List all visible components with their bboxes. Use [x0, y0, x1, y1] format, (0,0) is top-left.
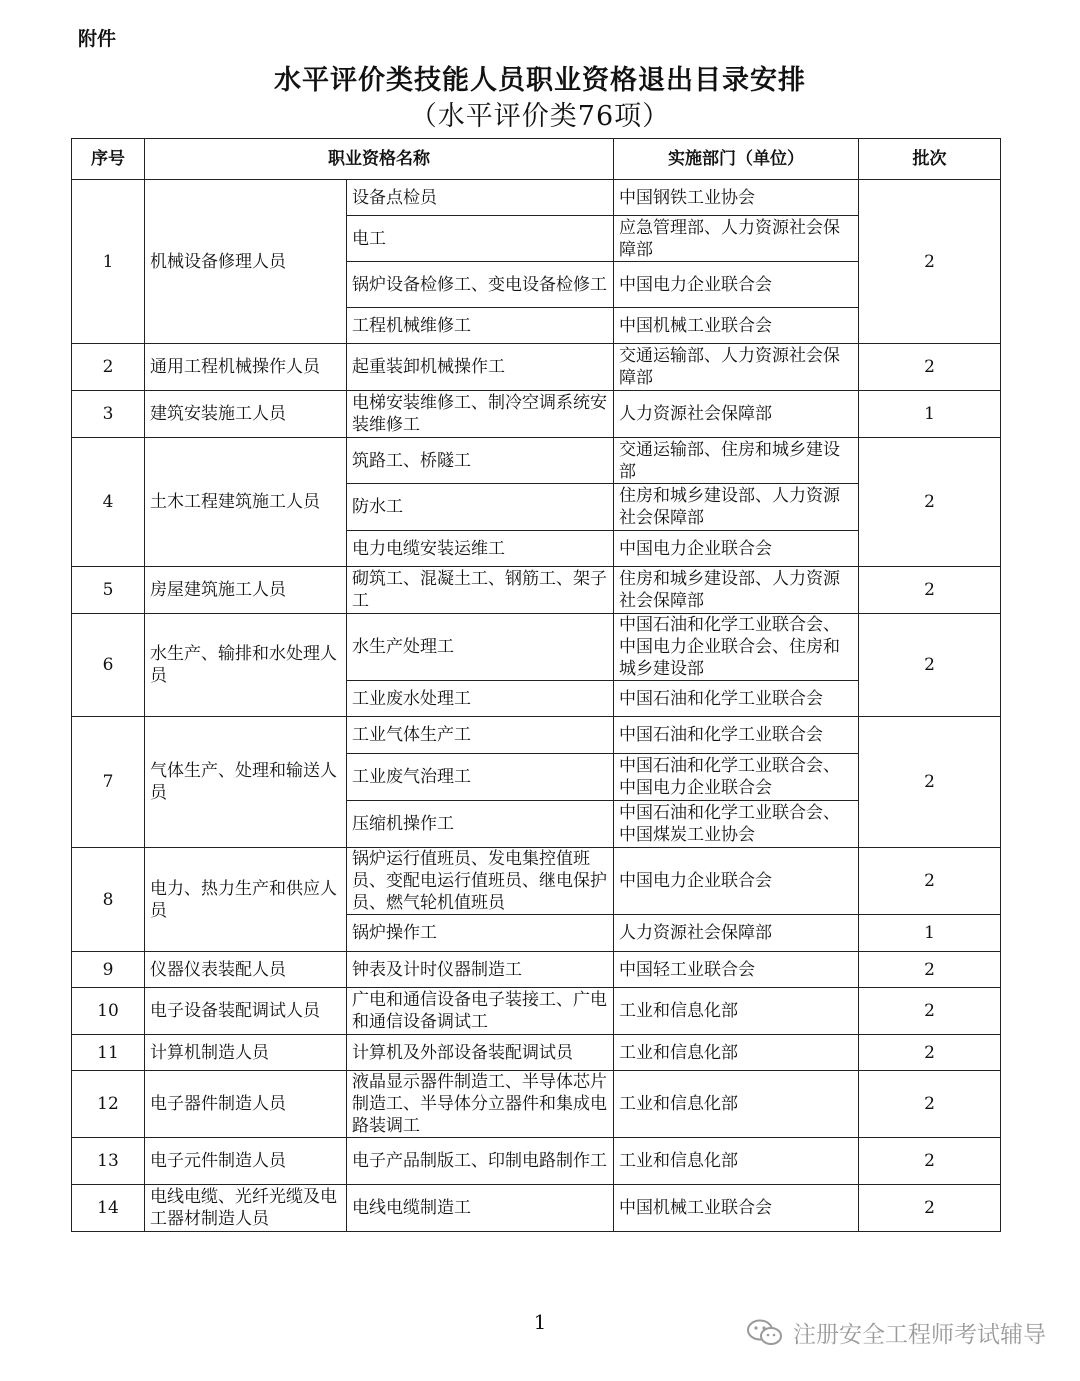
- qualification-name: 电线电缆制造工: [347, 1185, 614, 1232]
- table-row: [72, 180, 1001, 216]
- batch-number: 2: [859, 180, 1001, 344]
- annex-label: 附件: [78, 28, 117, 50]
- table-row: [72, 567, 1001, 614]
- implementing-department: 住房和城乡建设部、人力资源社会保障部: [614, 484, 859, 531]
- qualification-name: 锅炉操作工: [347, 915, 614, 952]
- occupation-category: 机械设备修理人员: [145, 180, 347, 344]
- occupation-category: 电线电缆、光纤光缆及电工器材制造人员: [145, 1185, 347, 1232]
- row-number: 3: [72, 391, 145, 438]
- implementing-department: 中国钢铁工业协会: [614, 180, 859, 216]
- batch-number: 2: [859, 717, 1001, 848]
- implementing-department: 工业和信息化部: [614, 988, 859, 1035]
- occupation-category: 电力、热力生产和供应人员: [145, 848, 347, 952]
- batch-number: 2: [859, 438, 1001, 567]
- occupation-category: 电子元件制造人员: [145, 1138, 347, 1185]
- implementing-department: 交通运输部、住房和城乡建设部: [614, 438, 859, 484]
- occupation-category: 电子器件制造人员: [145, 1071, 347, 1138]
- header-no: 序号: [72, 139, 145, 180]
- implementing-department: 中国电力企业联合会: [614, 531, 859, 567]
- implementing-department: 中国电力企业联合会: [614, 848, 859, 915]
- implementing-department: 中国机械工业联合会: [614, 1185, 859, 1232]
- implementing-department: 中国石油和化学工业联合会、中国电力企业联合会: [614, 754, 859, 801]
- document-title: 水平评价类技能人员职业资格退出目录安排: [274, 65, 806, 96]
- page-number: 1: [533, 1310, 547, 1334]
- row-number: 2: [72, 344, 145, 391]
- occupation-category: 计算机制造人员: [145, 1035, 347, 1071]
- occupation-category: 电子设备装配调试人员: [145, 988, 347, 1035]
- watermark: [745, 1316, 1046, 1349]
- header-name: 职业资格名称: [145, 139, 614, 180]
- qualification-name: 电力电缆安装运维工: [347, 531, 614, 567]
- table-row: [72, 1071, 1001, 1138]
- implementing-department: 应急管理部、人力资源社会保障部: [614, 216, 859, 262]
- table-body: [72, 180, 1001, 1232]
- qualification-name: 计算机及外部设备装配调试员: [347, 1035, 614, 1071]
- row-number: 1: [72, 180, 145, 344]
- row-number: 13: [72, 1138, 145, 1185]
- qualification-name: 压缩机操作工: [347, 801, 614, 848]
- row-number: 11: [72, 1035, 145, 1071]
- qualification-name: 工业废水处理工: [347, 681, 614, 717]
- table-row: [72, 614, 1001, 681]
- batch-number: 2: [859, 614, 1001, 717]
- qualification-name: 锅炉运行值班员、发电集控值班员、变配电运行值班员、继电保护员、燃气轮机值班员: [347, 848, 614, 915]
- row-number: 10: [72, 988, 145, 1035]
- table-row: [72, 1185, 1001, 1232]
- occupation-category: 土木工程建筑施工人员: [145, 438, 347, 567]
- batch-number: 2: [859, 344, 1001, 391]
- implementing-department: 住房和城乡建设部、人力资源社会保障部: [614, 567, 859, 614]
- row-number: 8: [72, 848, 145, 952]
- qualification-name: 水生产处理工: [347, 614, 614, 681]
- implementing-department: 工业和信息化部: [614, 1138, 859, 1185]
- batch-number: 1: [859, 915, 1001, 952]
- implementing-department: 工业和信息化部: [614, 1071, 859, 1138]
- table-row: [72, 952, 1001, 988]
- qualification-name: 液晶显示器件制造工、半导体芯片制造工、半导体分立器件和集成电路装调工: [347, 1071, 614, 1138]
- batch-number: 2: [859, 1185, 1001, 1232]
- wechat-icon: [745, 1318, 785, 1348]
- batch-number: 2: [859, 1138, 1001, 1185]
- table-row: [72, 988, 1001, 1035]
- implementing-department: 人力资源社会保障部: [614, 391, 859, 438]
- qualification-name: 广电和通信设备电子装接工、广电和通信设备调试工: [347, 988, 614, 1035]
- implementing-department: 中国轻工业联合会: [614, 952, 859, 988]
- header-dept: 实施部门（单位）: [614, 139, 859, 180]
- qualification-name: 电工: [347, 216, 614, 262]
- occupation-category: 通用工程机械操作人员: [145, 344, 347, 391]
- qualification-name: 电梯安装维修工、制冷空调系统安装维修工: [347, 391, 614, 438]
- qualification-name: 设备点检员: [347, 180, 614, 216]
- qualification-name: 起重装卸机械操作工: [347, 344, 614, 391]
- table-row: [72, 848, 1001, 915]
- qualification-name: 锅炉设备检修工、变电设备检修工: [347, 262, 614, 308]
- implementing-department: 中国石油和化学工业联合会: [614, 681, 859, 717]
- implementing-department: 中国石油和化学工业联合会、中国煤炭工业协会: [614, 801, 859, 848]
- batch-number: 2: [859, 567, 1001, 614]
- table-row: [72, 717, 1001, 754]
- qualification-name: 防水工: [347, 484, 614, 531]
- row-number: 9: [72, 952, 145, 988]
- qualification-name: 砌筑工、混凝土工、钢筋工、架子工: [347, 567, 614, 614]
- implementing-department: 中国石油和化学工业联合会、中国电力企业联合会、住房和城乡建设部: [614, 614, 859, 681]
- table-header-row: [72, 139, 1001, 180]
- qualification-table: [71, 138, 1001, 1232]
- implementing-department: 工业和信息化部: [614, 1035, 859, 1071]
- qualification-name: 工程机械维修工: [347, 308, 614, 344]
- implementing-department: 中国电力企业联合会: [614, 262, 859, 308]
- table-row: [72, 438, 1001, 484]
- row-number: 4: [72, 438, 145, 567]
- qualification-name: 钟表及计时仪器制造工: [347, 952, 614, 988]
- occupation-category: 水生产、输排和水处理人员: [145, 614, 347, 717]
- row-number: 12: [72, 1071, 145, 1138]
- watermark-text: 注册安全工程师考试辅导: [793, 1322, 1046, 1348]
- row-number: 6: [72, 614, 145, 717]
- batch-number: 1: [859, 391, 1001, 438]
- batch-number: 2: [859, 848, 1001, 915]
- table-row: [72, 344, 1001, 391]
- batch-number: 2: [859, 952, 1001, 988]
- document-subtitle: （水平评价类76项）: [409, 101, 671, 132]
- qualification-name: 筑路工、桥隧工: [347, 438, 614, 484]
- occupation-category: 房屋建筑施工人员: [145, 567, 347, 614]
- occupation-category: 仪器仪表装配人员: [145, 952, 347, 988]
- batch-number: 2: [859, 1035, 1001, 1071]
- batch-number: 2: [859, 1071, 1001, 1138]
- header-batch: 批次: [859, 139, 1001, 180]
- row-number: 5: [72, 567, 145, 614]
- qualification-name: 电子产品制版工、印制电路制作工: [347, 1138, 614, 1185]
- batch-number: 2: [859, 988, 1001, 1035]
- occupation-category: 建筑安装施工人员: [145, 391, 347, 438]
- qualification-name: 工业气体生产工: [347, 717, 614, 754]
- table-row: [72, 391, 1001, 438]
- table-row: [72, 1138, 1001, 1185]
- implementing-department: 交通运输部、人力资源社会保障部: [614, 344, 859, 391]
- implementing-department: 中国石油和化学工业联合会: [614, 717, 859, 754]
- table-row: [72, 1035, 1001, 1071]
- implementing-department: 中国机械工业联合会: [614, 308, 859, 344]
- occupation-category: 气体生产、处理和输送人员: [145, 717, 347, 848]
- row-number: 7: [72, 717, 145, 848]
- implementing-department: 人力资源社会保障部: [614, 915, 859, 952]
- row-number: 14: [72, 1185, 145, 1232]
- qualification-name: 工业废气治理工: [347, 754, 614, 801]
